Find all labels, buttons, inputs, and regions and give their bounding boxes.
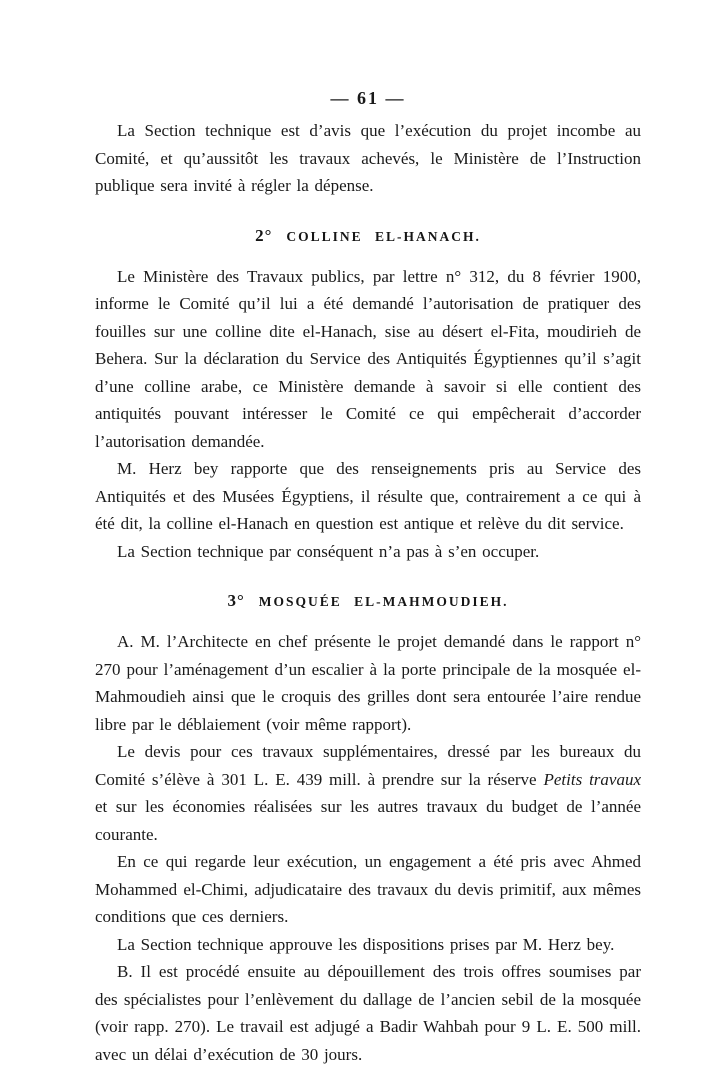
- section-2-paragraph-2: M. Herz bey rapporte que des renseignements pris au Service des Antiquités et des Musées Égyptiens, il résulte que, contrairement a ce qui à été dit, la colline el-Hanach en question est antique et relève du dit service.: [95, 459, 641, 533]
- section-3-paragraph-execution: En ce qui regarde leur exécution, un engagement a été pris avec Ahmed Mohammed el-Chimi, adjudicataire des travaux du devis primitif, aux mêmes conditions que ces derniers.: [95, 852, 641, 926]
- section-2-heading: [95, 227, 641, 246]
- section-3-paragraph-devis: [95, 738, 641, 848]
- page-number: — 61 —: [330, 88, 406, 108]
- devis-italic-run: Petits travaux: [543, 769, 641, 789]
- intro-paragraph: La Section technique est d’avis que l’exécution du projet incombe au Comité, et qu’aussitôt les travaux achevés, le Ministère de l’Instruction publique sera invité à régler la dépense.: [95, 121, 641, 195]
- section-2-paragraph-3: La Section technique par conséquent n’a pas à s’en occuper.: [117, 541, 540, 561]
- section-3-paragraph-b: B. Il est procédé ensuite au dépouillement des trois offres soumises par des spécialistes pour l’enlèvement du dallage de l’ancien sebil de la mosquée (voir rapp. 270). Le travail est adjugé a Badir Wahbah pour 9 L. E. 500 mill. avec un délai d’exécution de 30 jours.: [95, 962, 641, 1064]
- section-3-numeral: 3°: [227, 591, 245, 610]
- section-3-heading: [95, 592, 641, 611]
- section-2-numeral: 2°: [255, 225, 273, 245]
- section-3-paragraph-approval: La Section technique approuve les dispositions prises par M. Herz bey.: [117, 934, 615, 954]
- section-2-paragraph-1: Le Ministère des Travaux publics, par lettre n° 312, du 8 février 1900, informe le Comité qu’il lui a été demandé l’autorisation de pratiquer des fouilles sur une colline dite el-Hanach, sise au désert el-Fita, moudirieh de Behera. Sur la déclaration du Service des Antiquités Égyptiennes qu’il s’agit d’une colline arabe, ce Ministère demande à savoir si elle contient des antiquités pouvant intéresser le Comité ce qui empêcherait d’accorder l’autorisation demandée.: [95, 266, 641, 451]
- section-3-title: MOSQUÉE EL-MAHMOUDIEH.: [258, 594, 509, 609]
- section-3-paragraph-a: A. M. l’Architecte en chef présente le projet demandé dans le rapport n° 270 pour l’aménagement d’un escalier à la porte principale de la mosquée el-Mahmoudieh ainsi que le croquis des grilles dont sera entourée l’aire rendue libre par le déblaiement (voir même rapport).: [95, 632, 641, 734]
- section-2-title: COLLINE EL-HANACH.: [286, 228, 481, 244]
- devis-text-after: et sur les économies réalisées sur les autres travaux du budget de l’année courante.: [95, 797, 641, 844]
- devis-text-before: Le devis pour ces travaux supplémentaires, dressé par les bureaux du Comité s’élève à 301 L. E. 439 mill. à prendre sur la réserve: [95, 742, 641, 789]
- page-content: [95, 86, 641, 1068]
